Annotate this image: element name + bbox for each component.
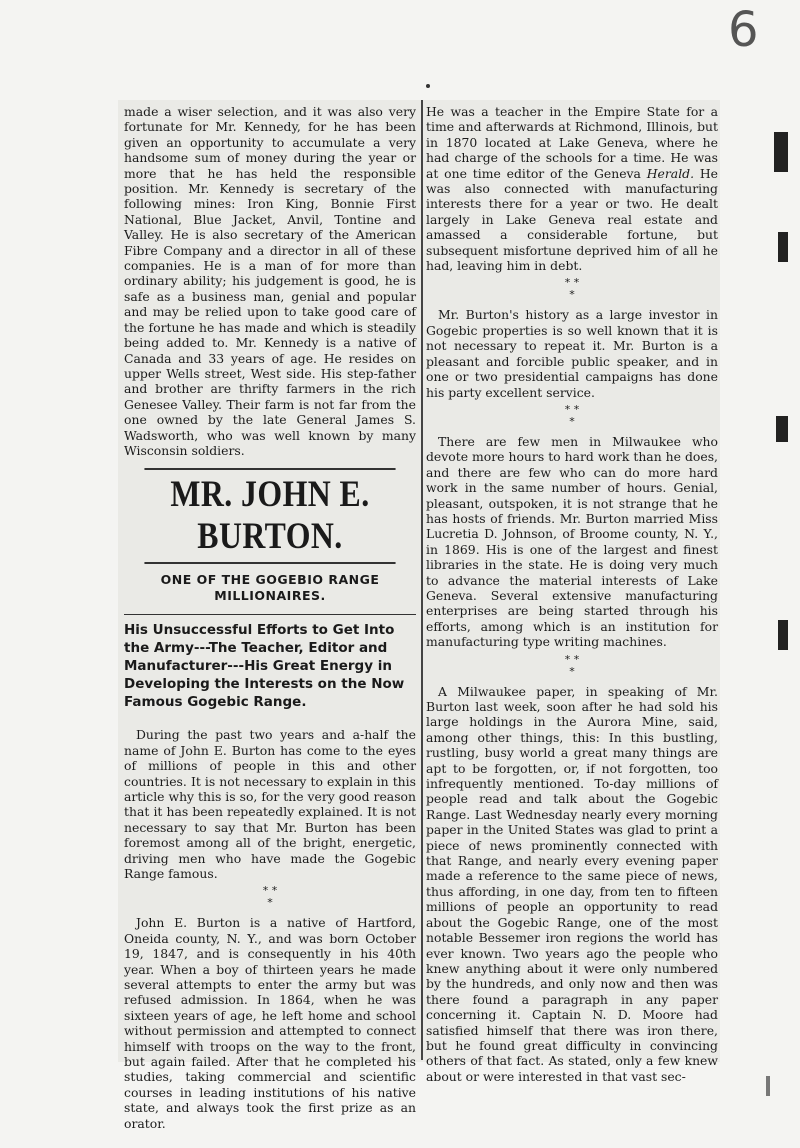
asterism: * * * <box>262 884 278 910</box>
ink-dot <box>426 84 430 88</box>
article-subhead: ONE OF THE GOGEBIO RANGE MILLIONAIRES. <box>160 572 380 604</box>
edge-mark-5 <box>766 1076 770 1096</box>
article-paragraph: A Milwaukee paper, in speaking of Mr. Burton last week, soon after he had sold his large holdings in the Aurora Mine, said, among other things, this: In this bustling, rustling, busy world a great many things are apt to be forgotten, or, if not forgotten, too infrequently mentioned. To-day millions of people read and talk about the Gogebic Range. Last Wednesday nearly every morning paper in the United States was glad to print a piece of news prominently connected with that Range, and nearly every evening paper made a reference to the same piece of news, thus affording, in one day, from ten to fifteen millions of people an opportunity to read about the Gogebic Range, one of the most notable Bessemer iron regions the world has ever known. Two years ago the people who knew anything about it were only numbered by the hundreds, and only now and then was there found a paragraph in any paper concerning it. Captain N. D. Moore had satisfied himself that there was iron there, but he found great difficulty in convincing others of that fact. As stated, only a few knew about or were interested in that vast sec- <box>426 683 718 1084</box>
edge-mark-2 <box>778 232 788 262</box>
page-number: 6 <box>728 2 759 58</box>
edge-mark-1 <box>774 132 788 172</box>
text-run: He was also connected with manufacturing interests there for a year or two. He dealt largely in Lake Geneva real estate and amassed a considerable fortune, but subsequent misfortune deprived him of all he had, leaving him in debt. <box>426 165 719 274</box>
newspaper-title: Herald. <box>646 165 695 181</box>
article-paragraph: Mr. Burton's history as a large investor in Gogebic properties is so well known that it is not necessary to repeat it. Mr. Burton is a pleasant and forcible public speaker, and in one or two presidential campaigns has done his party excellent service. <box>426 307 718 400</box>
article-paragraph: During the past two years and a-half the name of John E. Burton has come to the eyes of millions of people in this and other countries. It is not necessary to explain in this article why this is so, for the very good reason that it has been repeatedly explained. It is not necessary to say that Mr. Burton has been foremost among all of the bright, energetic, driving men who have made the Gogebic Range famous. <box>124 727 416 881</box>
column-rule <box>421 100 423 1060</box>
asterism: * * * <box>564 652 580 678</box>
article-summary: His Unsuccessful Efforts to Get Into the Army---The Teacher, Editor and Manufacturer---His Great Energy in Developing the Interests on the Now Famous Gogebic Range. <box>124 614 416 717</box>
asterism: * * * <box>564 276 580 302</box>
edge-mark-4 <box>778 620 788 650</box>
article-paragraph: John E. Burton is a native of Hartford, Oneida county, N. Y., and was born October 19, 1847, and is consequently in his 40th year. When a boy of thirteen years he made several attempts to enter the army but was refused admission. In 1864, when he was sixteen years of age, he left home and school without permission and attempted to connect himself with troops on the way to the front, but again failed. After that he completed his studies, taking commercial and scientific courses in leading institutions of his native state, and always took the first prize as an orator. <box>124 915 416 1131</box>
article-paragraph <box>426 104 718 273</box>
asterism: * * * <box>564 402 580 428</box>
left-column <box>124 104 416 1135</box>
article-headline: MR. JOHN E. BURTON. <box>144 468 395 564</box>
kennedy-paragraph: made a wiser selection, and it was also very fortunate for Mr. Kennedy, for he has been given an opportunity to accumulate a very handsome sum of money during the year or more that he has held the responsible position. Mr. Kennedy is secretary of the following mines: Iron King, Bonnie First National, Blue Jacket, Anvil, Tontine and Valley. He is also secretary of the American Fibre Company and a director in all of these companies. He is a man of for more than ordinary ability; his judgement is good, he is safe as a business man, genial and popular and may be relied upon to take good care of the fortune he has made and which is steadily being added to. Mr. Kennedy is a native of Canada and 33 years of age. He resides on upper Wells street, West side. His step-father and brother are thrifty farmers in the rich Genesee Valley. Their farm is not far from the one owned by the late General James S. Wadsworth, who was well known by many Wisconsin soldiers. <box>124 104 416 458</box>
right-column <box>426 104 718 1088</box>
article-paragraph: There are few men in Milwaukee who devote more hours to hard work than he does, and there are few who can do more hard work in the same number of hours. Genial, pleasant, outspoken, it is not strange that he has hosts of friends. Mr. Burton married Miss Lucretia D. Johnson, of Broome county, N. Y., in 1869. His is one of the largest and finest libraries in the state. He is doing very much to advance the material interests of Lake Geneva. Several extensive manufacturing enterprises are being started through his efforts, among which is an institution for manufacturing type writing machines. <box>426 433 718 650</box>
text-run: He was a teacher in the Empire State for a time and afterwards at Richmond, Illinois, but in 1870 located at Lake Geneva, where he had charge of the schools for a time. He was at one time editor of the Geneva <box>426 104 718 181</box>
edge-mark-3 <box>776 416 788 442</box>
